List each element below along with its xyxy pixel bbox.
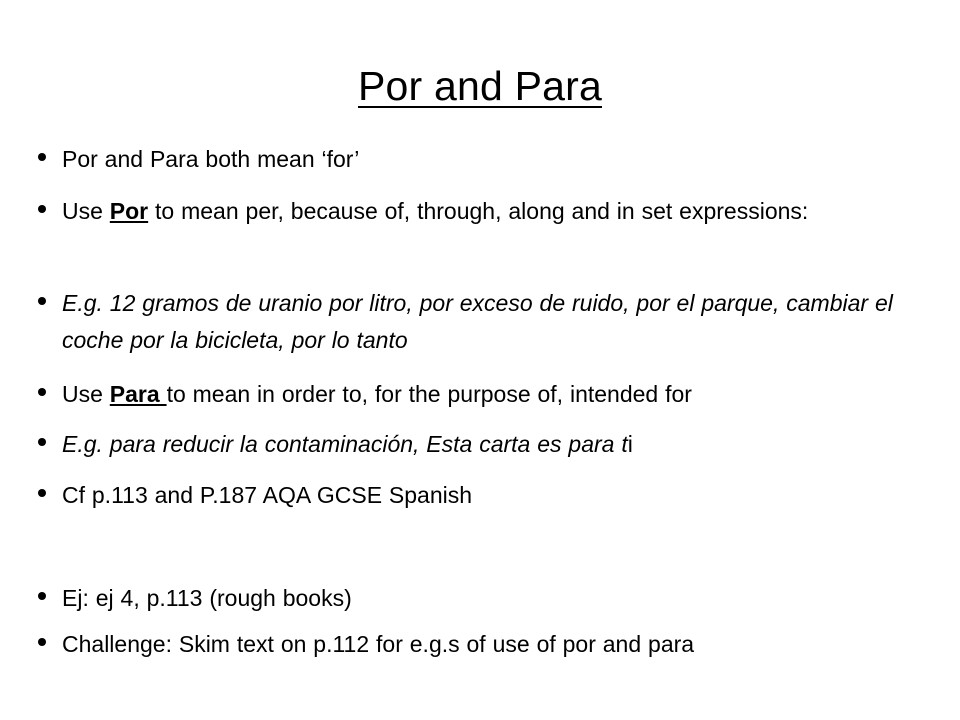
bullet-item — [62, 141, 932, 178]
bullet-dot-icon — [38, 489, 46, 497]
bullet-item — [62, 193, 932, 230]
slide-title: Por and Para — [358, 63, 602, 109]
bullet-item — [62, 285, 932, 359]
bullet-text-segment: Use — [62, 198, 110, 224]
bullet-text — [62, 580, 932, 617]
bullet-dot-icon — [38, 638, 46, 646]
bullet-text-segment: Ej: ej 4, p.113 (rough books) — [62, 585, 352, 611]
bullet-text-segment: to mean per, because of, through, along and in set expressions: — [148, 198, 809, 224]
bullet-dot-icon — [38, 592, 46, 600]
bullet-text — [62, 426, 932, 463]
bullet-dot-icon — [38, 153, 46, 161]
bullet-item — [62, 626, 932, 663]
bullet-text-segment: to mean in order to, for the purpose of, intended for — [166, 381, 692, 407]
bullet-dot-icon — [38, 205, 46, 213]
emphasized-term: Por — [109, 198, 149, 224]
bullet-text-segment: Use — [62, 381, 110, 407]
bullet-text-segment: Cf p.113 and P.187 AQA GCSE Spanish — [62, 482, 473, 508]
bullet-text — [62, 376, 932, 413]
bullet-text-segment: Challenge: Skim text on p.112 for e.g.s of use of por and para — [62, 631, 695, 657]
bullet-dot-icon — [38, 438, 46, 446]
bullet-text-segment: E.g. para reducir la contaminación, Esta carta es para t — [62, 431, 628, 457]
bullet-dot-icon — [38, 297, 46, 305]
bullet-item — [62, 426, 932, 463]
bullet-text-segment: i — [627, 431, 633, 457]
bullet-text — [62, 193, 932, 230]
emphasized-term: Para — [109, 381, 167, 407]
bullet-item — [62, 580, 932, 617]
bullet-text — [62, 141, 932, 178]
bullet-dot-icon — [38, 388, 46, 396]
bullet-item — [62, 477, 932, 514]
bullet-text-segment: Por and Para both mean ‘for’ — [62, 146, 360, 172]
bullet-text-segment: E.g. 12 gramos de uranio por litro, por exceso de ruido, por el parque, cambiar el coche por la bicicleta, por lo tanto — [62, 290, 893, 353]
bullet-item — [62, 376, 932, 413]
bullet-text — [62, 477, 932, 514]
bullet-text — [62, 626, 932, 663]
bullet-text — [62, 285, 932, 359]
